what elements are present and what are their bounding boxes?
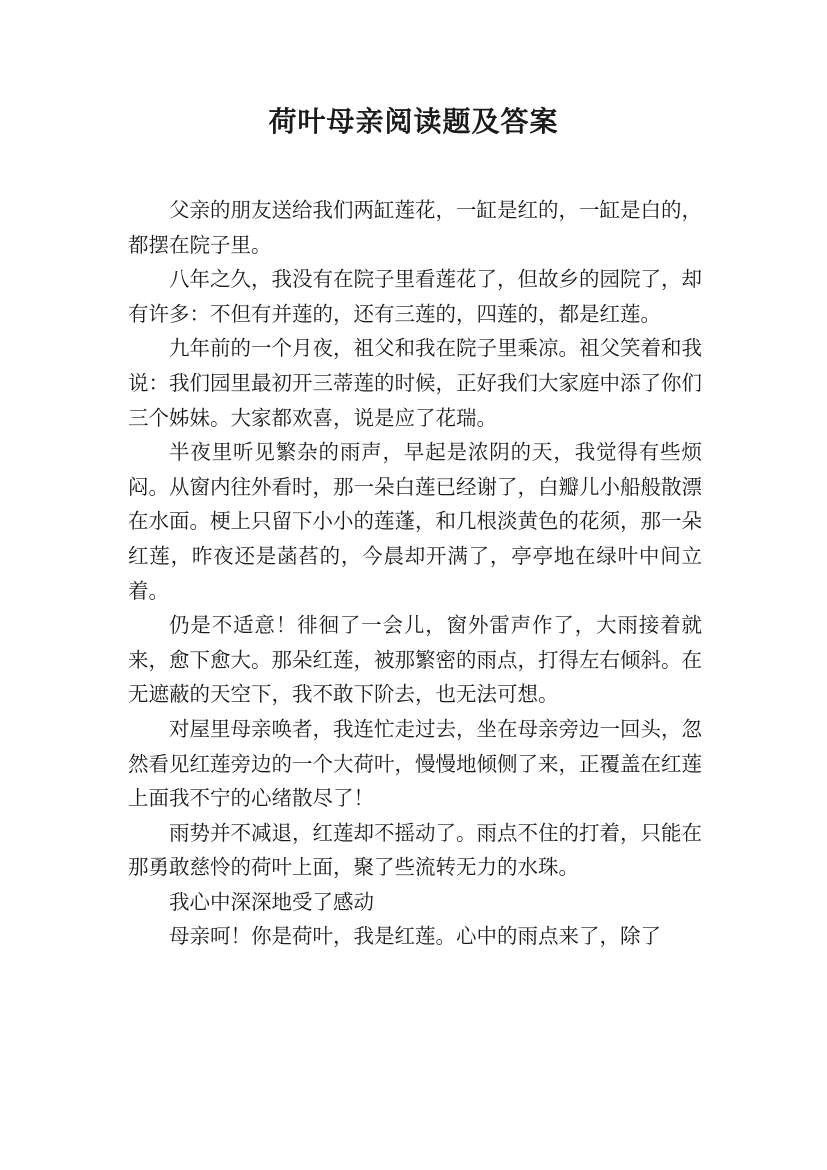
paragraph: 雨势并不减退，红莲却不摇动了。雨点不住的打着，只能在那勇敢慈怜的荷叶上面，聚了些流转无力的水珠。 bbox=[128, 820, 702, 880]
paragraph: 八年之久，我没有在院子里看莲花了，但故乡的园院了，却有许多：不但有并莲的，还有三莲的，四莲的，都是红莲。 bbox=[128, 267, 702, 326]
document-title: 荷叶母亲阅读题及答案 bbox=[268, 105, 559, 138]
paragraph: 母亲呵！你是荷叶，我是红莲。心中的雨点来了，除了 bbox=[169, 924, 661, 949]
paragraph: 九年前的一个月夜，祖父和我在院子里乘凉。祖父笑着和我说：我们园里最初开三蒂莲的时候，正好我们大家庭中添了你们三个姊妹。大家都欢喜，说是应了花瑞。 bbox=[128, 336, 702, 430]
paragraph: 半夜里听见繁杂的雨声，早起是浓阴的天，我觉得有些烦闷。从窗内往外看时，那一朵白莲已经谢了，白瓣儿小船般散漂在水面。梗上只留下小小的莲蓬，和几根淡黄色的花须，那一朵红莲，昨夜还是菡萏的，今晨却开满了，亭亭地在绿叶中间立着。 bbox=[128, 440, 702, 603]
paragraph: 仍是不适意！徘徊了一会儿，窗外雷声作了，大雨接着就来，愈下愈大。那朵红莲，被那繁密的雨点，打得左右倾斜。在无遮蔽的天空下，我不敢下阶去，也无法可想。 bbox=[128, 613, 702, 707]
paragraph: 对屋里母亲唤者，我连忙走过去，坐在母亲旁边一回头，忽然看见红莲旁边的一个大荷叶，慢慢地倾侧了来，正覆盖在红莲上面我不宁的心绪散尽了！ bbox=[128, 716, 702, 811]
document-body bbox=[128, 193, 702, 954]
paragraph: 父亲的朋友送给我们两缸莲花，一缸是红的，一缸是白的，都摆在院子里。 bbox=[128, 198, 702, 257]
paragraph: 我心中深深地受了感动 bbox=[169, 889, 374, 914]
